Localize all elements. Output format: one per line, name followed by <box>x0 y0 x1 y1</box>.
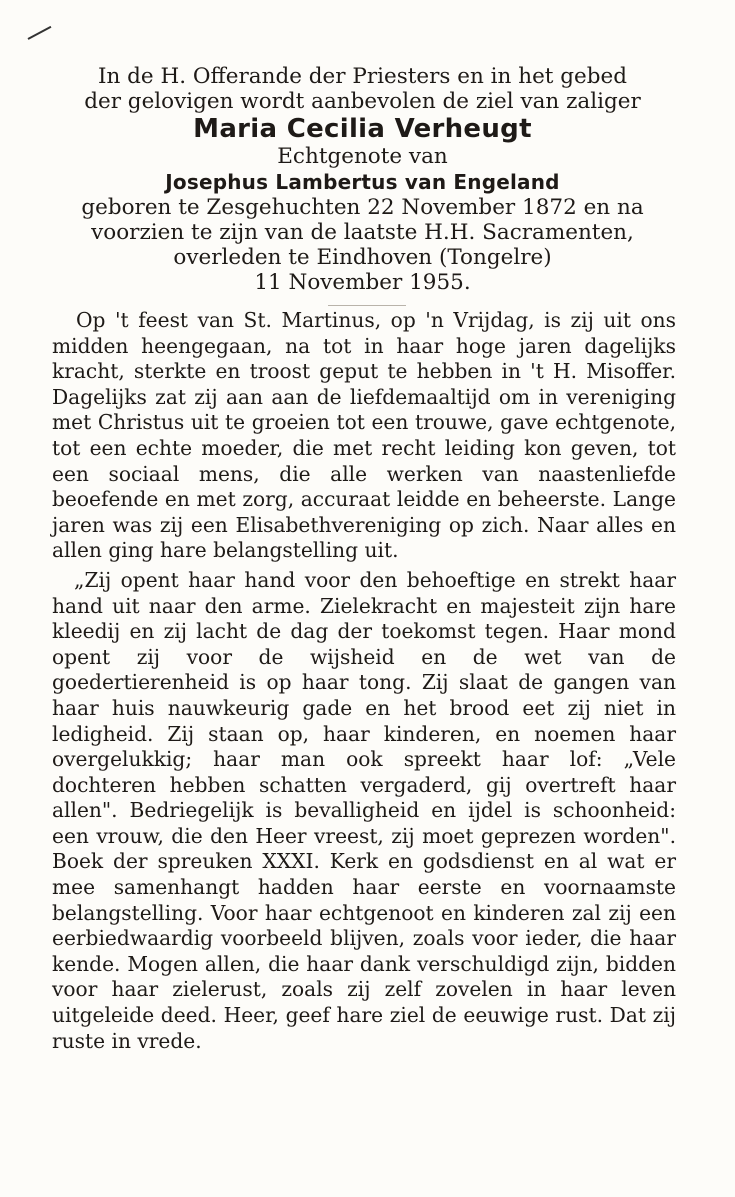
intro-line-1: In de H. Offerande der Priesters en in het gebed <box>97 64 628 89</box>
card-header <box>50 64 675 295</box>
card-body <box>52 308 676 1054</box>
intro-line-2: der gelovigen wordt aanbevolen de ziel van zaliger <box>84 89 641 114</box>
pen-mark <box>28 26 52 40</box>
birth-line: geboren te Zesgehuchten 22 November 1872 en na <box>81 195 644 220</box>
deceased-name: Maria Cecilia Verheugt <box>193 114 532 144</box>
divider <box>328 305 406 306</box>
death-place-line: overleden te Eindhoven (Tongelre) <box>173 245 552 270</box>
paragraph-1: Op 't feest van St. Martinus, op 'n Vrijdag, is zij uit ons midden heengegaan, na tot in haar hoge jaren dagelijks kracht, sterkte en troost geput te hebben in 't H. Misoffer. Dagelijks zat zij aan aan de liefdemaaltijd om in vereniging met Christus uit te groeien tot een trouwe, gave echtgenote, tot een echte moeder, die met recht leiding kon geven, tot een sociaal mens, die alle werken van naastenliefde beoefende en met zorg, accuraat leidde en beheerste. Lange jaren was zij een Elisabethvereniging op zich. Naar alles en allen ging hare belangstelling uit. <box>52 308 676 563</box>
sacraments-line: voorzien te zijn van de laatste H.H. Sacramenten, <box>91 220 634 245</box>
death-date-line: 11 November 1955. <box>254 270 471 295</box>
spouse-label: Echtgenote van <box>277 144 448 169</box>
paragraph-2: „Zij opent haar hand voor den behoeftige en strekt haar hand uit naar den arme. Zielekracht en majesteit zijn hare kleedij en zij lacht de dag der toekomst tegen. Haar mond opent zij voor de wijsheid en de wet van de goedertierenheid is op haar tong. Zij slaat de gangen van haar huis nauwkeurig gade en het brood eet zij niet in ledigheid. Zij staan op, haar kinderen, en noemen haar overgelukkig; haar man ook spreekt haar lof: „Vele dochteren hebben schatten vergaderd, gij overtreft haar allen". Bedriegelijk is bevalligheid en ijdel is schoonheid: een vrouw, die den Heer vreest, zij moet geprezen worden". Boek der spreuken XXXI. Kerk en godsdienst en al wat er mee samenhangt hadden haar eerste en voornaamste belangstelling. Voor haar echtgenoot en kinderen zal zij een eerbiedwaardig voorbeeld blijven, zoals voor ieder, die haar kende. Mogen allen, die haar dank verschuldigd zijn, bidden voor haar zielerust, zoals zij zelf zovelen in haar leven uitgeleide deed. Heer, geef hare ziel de eeuwige rust. Dat zij ruste in vrede. <box>52 567 676 1053</box>
spouse-name: Josephus Lambertus van Engeland <box>165 170 560 194</box>
